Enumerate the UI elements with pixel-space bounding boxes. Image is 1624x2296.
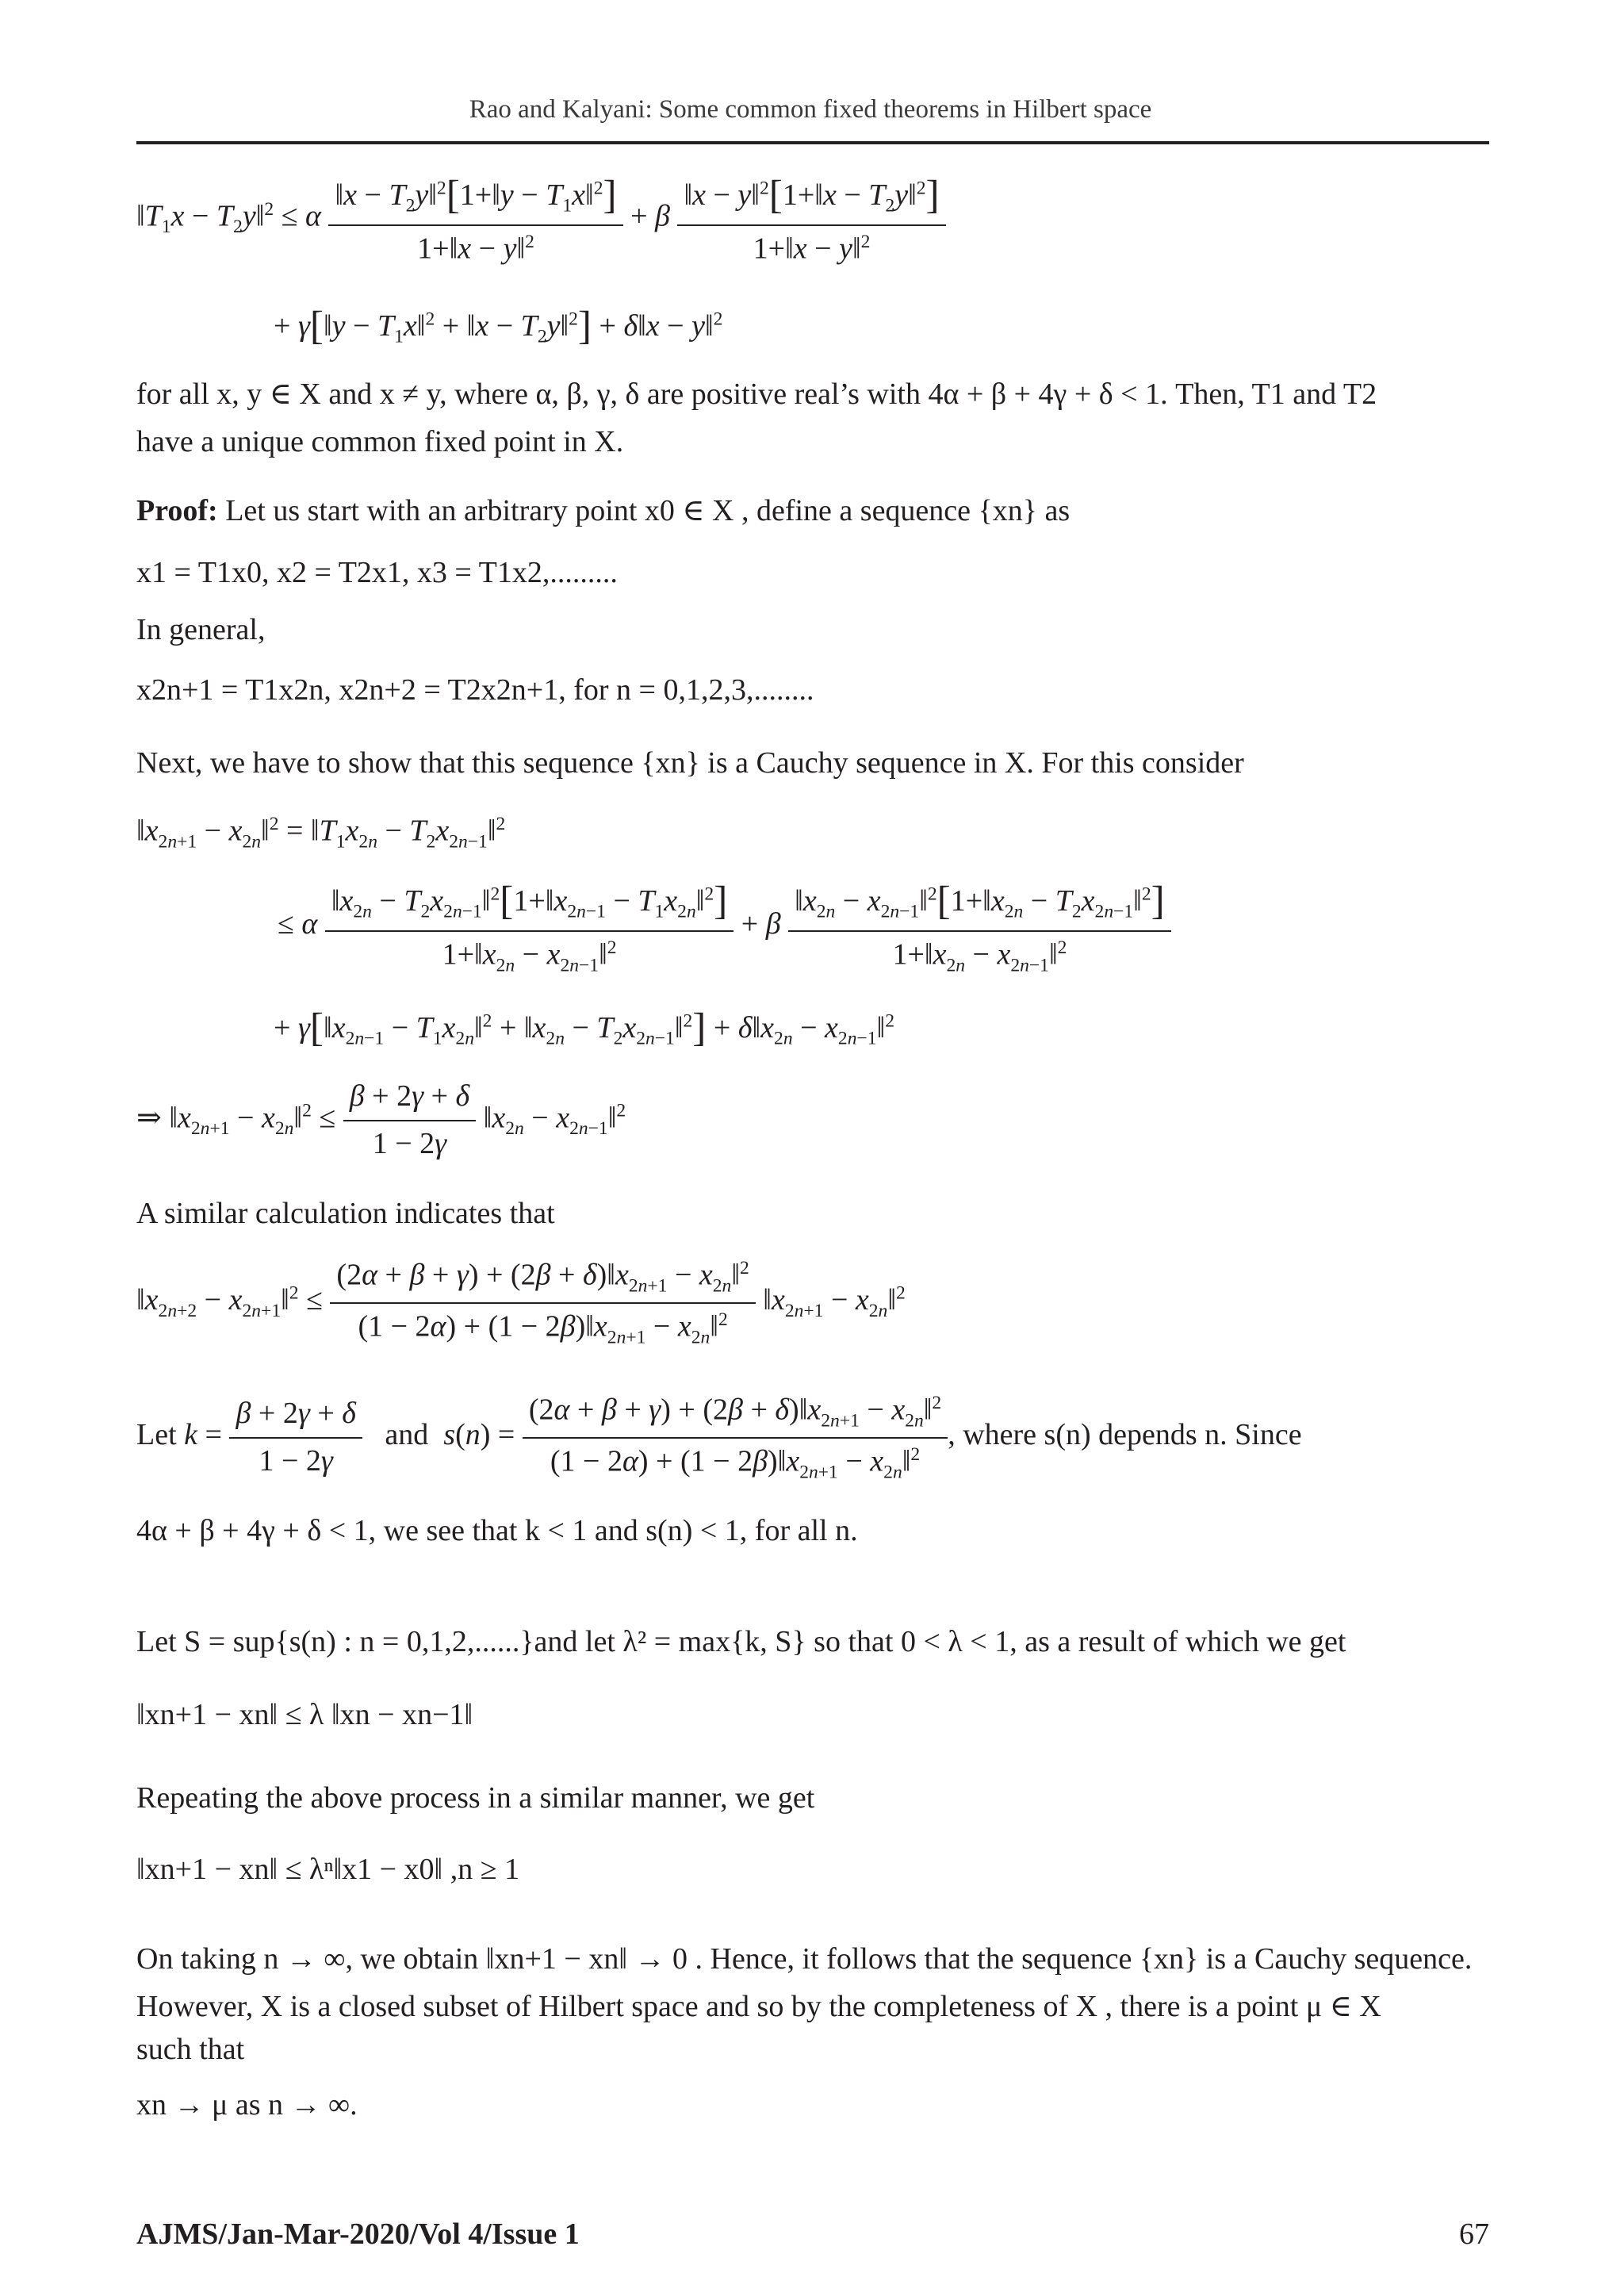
chain-line3: + $\gamma[‖x_{2n-1}$ − $T_1x_{2n}‖^2$ + $‖x_{2n}$ − $T_2x_{2n-1}‖^2$] + $\delta‖x_{2n}$ − $x_{2n-1}‖^2$ <box>274 1005 894 1050</box>
limit-line: xn → μ as n → ∞. <box>136 2088 358 2122</box>
since-line: 4α + β + 4γ + δ < 1, we see that k < 1 and s(n) < 1, for all n. <box>136 1514 858 1547</box>
theorem-inequality-line2: + γ[‖y − $T_1x‖^2$ + ‖x − $T_2y‖^2$] + δ‖x − y‖$^2$ <box>274 303 723 348</box>
general-sequence: x2n+1 = T1x2n, x2n+2 = T2x2n+1, for n = 0,1,2,3,........ <box>136 673 814 707</box>
such-that-text: such that <box>136 2033 245 2066</box>
running-header: Rao and Kalyani: Some common fixed theorems in Hilbert space <box>469 95 1152 124</box>
and-word: and <box>385 1418 429 1452</box>
next-paragraph: Next, we have to show that this sequence {xn} is a Cauchy sequence in X. For this consider <box>136 746 1244 780</box>
chain-line2: ≤ α $\frac{‖x_{2n} - T_2x_{2n-1}‖^2[1+‖x_{2n-1} - T_1x_{2n}‖^2]}{1+‖x_{2n} - x_{2n-1}‖^2}$ + β $\frac{‖x_{2n} - x_{2n-1}‖^2[1+‖x_{2n} - T_2x_{2n-1}‖^2]}{1+‖x_{2n} - x_{2n-1}‖^2}$ <box>278 876 1171 976</box>
in-general-label: In general, <box>136 613 266 646</box>
chain-implication: ⇒ $‖x_{2n+1}$ − $x_{2n}‖^2$ ≤ $\frac{\beta + 2\gamma + \delta}{1 - 2\gamma}$ $‖x_{2n}$ − $x_{2n-1}‖^2$ <box>136 1079 626 1160</box>
sequence-definition: x1 = T1x0, x2 = T2x1, x3 = T1x2,......... <box>136 556 618 589</box>
proof-intro: Let us start with an arbitrary point x0 ∈ X , define a sequence {xn} as <box>225 494 1071 527</box>
however-text: However, X is a closed subset of Hilbert space and so by the completeness of X , there is a point μ ∈ X <box>136 1990 1381 2023</box>
theorem-inequality-line1: $‖T_1x$ − $T_2y‖^2 \le \alpha$ $\frac{‖x - T_2y‖^2[1+‖y - T_1x‖^2]}{1+‖x - y‖^2}$ + β $\frac{‖x - y‖^2[1+‖x - T_2y‖^2]}{1+‖x - y‖^2}$ <box>136 171 946 267</box>
chain-line1: $‖x_{2n+1}$ − $x_{2n}‖^2$ = $‖T_1x_{2n}$ − $T_2x_{2n-1}‖^2$ <box>136 814 506 853</box>
proof-label: Proof: <box>136 494 218 527</box>
definitions-k-s: Let k = $\frac{\beta + 2\gamma + \delta}{1 - 2\gamma}$ and s(n) = $\frac{(2\alpha + \beta + \gamma) + (2\beta + \delta)‖x_{2n+1} - x_{2n}‖^2}{(1 - 2\alpha) + (1 - 2\beta)‖x_{2n+1} - x_{2n}‖^2}$ , where s(n) depends n. Since <box>136 1393 1302 1482</box>
footer-page-number: 67 <box>1459 2217 1489 2251</box>
proof-intro-line <box>136 493 1070 530</box>
repeat-text: Repeating the above process in a similar manner, we get <box>136 1781 815 1815</box>
similar-inequality: $‖x_{2n+2}$ − $x_{2n+1}‖^2$ ≤ $\frac{(2\alpha + \beta + \gamma) + (2\beta + \delta)‖x_{2n+1} - x_{2n}‖^2}{(1 - 2\alpha) + (1 - 2\beta)‖x_{2n+1} - x_{2n}‖^2}$ $‖x_{2n+1}$ − $x_{2n}‖^2$ <box>136 1258 906 1347</box>
where-text: , where s(n) depends n. Since <box>948 1418 1302 1452</box>
header-rule <box>136 141 1489 144</box>
let-word: Let <box>136 1418 177 1452</box>
power-inequality: ‖xn+1 − xn‖ ≤ λⁿ‖x1 − x0‖ ,n ≥ 1 <box>136 1853 520 1886</box>
theorem-condition: for all x, y ∈ X and x ≠ y, where α, β, γ, δ are positive real’s with 4α + β + 4γ + δ < 1. Then, T1 and T2 <box>136 378 1377 411</box>
contraction-inequality: ‖xn+1 − xn‖ ≤ λ ‖xn − xn−1‖ <box>136 1698 473 1731</box>
taking-limit-text: On taking n → ∞, we obtain ‖xn+1 − xn‖ → 0 . Hence, it follows that the sequence {xn} is a Cauchy sequence. <box>136 1942 1473 1976</box>
similar-calc-text: A similar calculation indicates that <box>136 1197 555 1230</box>
sup-definition: Let S = sup{s(n) : n = 0,1,2,......}and let λ² = max{k, S} so that 0 < λ < 1, as a result of which we get <box>136 1625 1346 1658</box>
theorem-conclusion: have a unique common fixed point in X. <box>136 425 624 458</box>
footer-journal: AJMS/Jan-Mar-2020/Vol 4/Issue 1 <box>136 2217 580 2251</box>
